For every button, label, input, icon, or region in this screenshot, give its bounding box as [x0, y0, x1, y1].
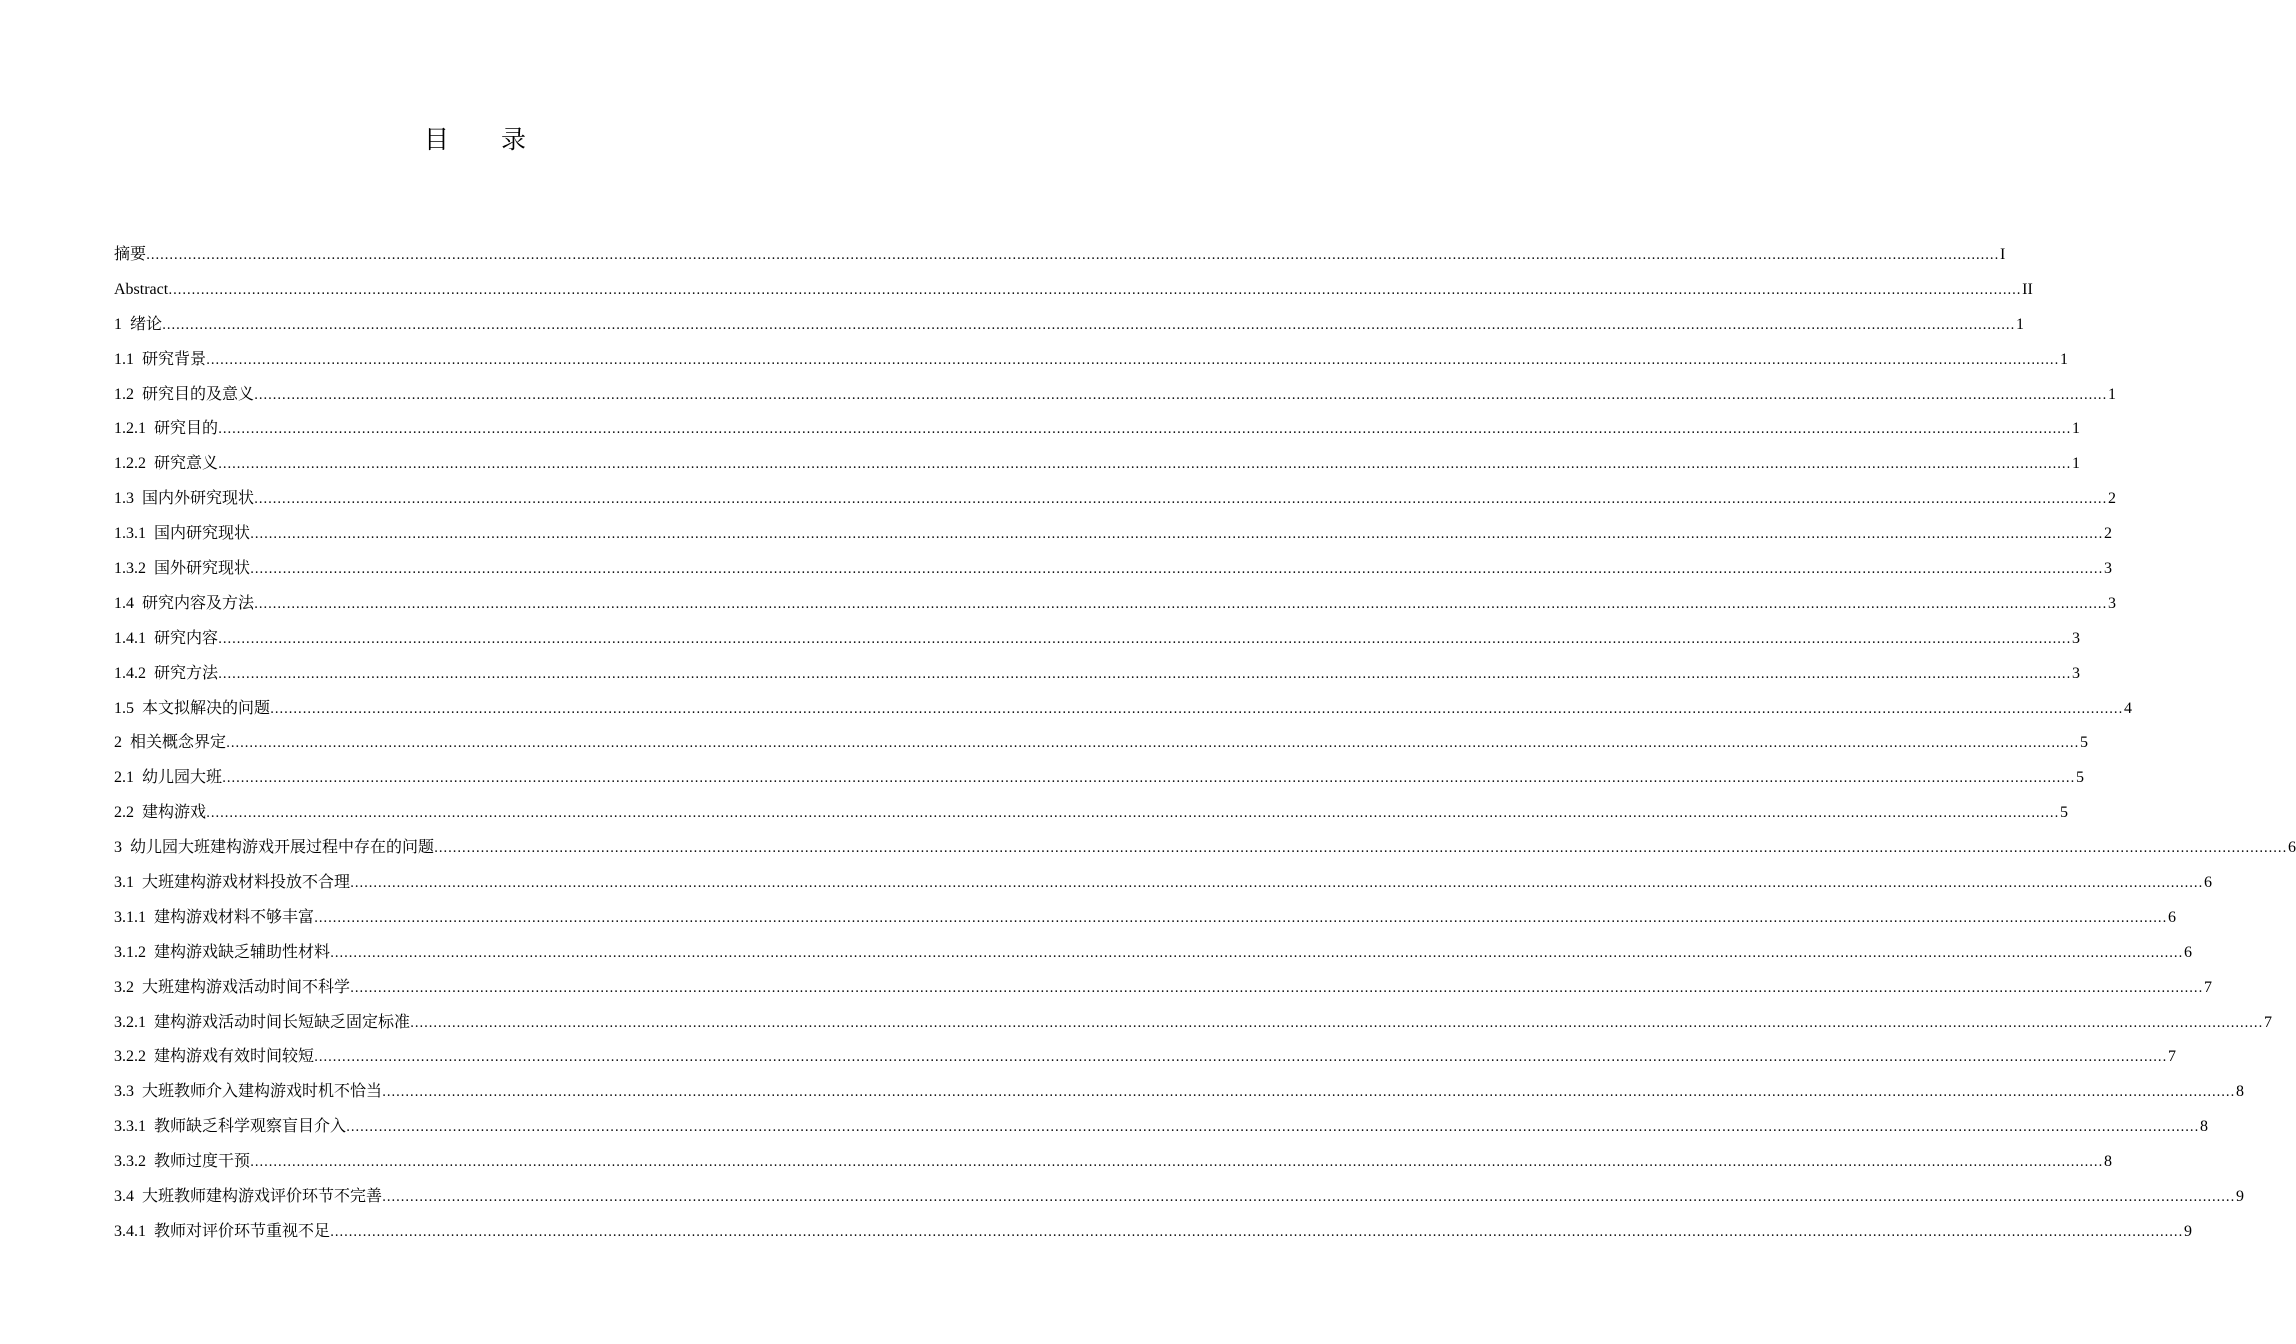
toc-dot-leader: ................................................................................................................................................................................................................................................................................................................................................................................................................ — [146, 248, 1999, 263]
toc-page-number: 7 — [2203, 978, 2212, 996]
toc-dot-leader: ................................................................................................................................................................................................................................................................................................................................................................................................................ — [270, 701, 2123, 717]
toc-entry-number: 2.2 — [114, 804, 134, 822]
toc-entry-number: 3.2.2 — [114, 1048, 146, 1066]
toc-entry-title: 建构游戏有效时间较短 — [154, 1046, 315, 1066]
toc-entry-label — [114, 481, 254, 517]
toc-entry-title: 国内外研究现状 — [142, 488, 255, 508]
toc-entry-label — [114, 691, 270, 727]
toc-entry-label — [114, 935, 330, 971]
toc-entry-number: 2.1 — [114, 769, 134, 787]
toc-page-number: 4 — [2123, 699, 2132, 717]
toc-entry-number: 3.4 — [114, 1188, 134, 1206]
toc-dot-leader: ................................................................................................................................................................................................................................................................................................................................................................................................................ — [254, 492, 2107, 508]
toc-entry-label — [114, 1214, 330, 1250]
toc-dot-leader: ................................................................................................................................................................................................................................................................................................................................................................................................................ — [218, 631, 2071, 647]
toc-entry-title: 建构游戏缺乏辅助性材料 — [154, 941, 331, 961]
toc-page-number: 8 — [2103, 1153, 2112, 1171]
toc-dot-leader: ................................................................................................................................................................................................................................................................................................................................................................................................................ — [330, 1224, 2183, 1240]
toc-page-number: 8 — [2235, 1083, 2244, 1101]
toc-entry[interactable] — [114, 1179, 2244, 1214]
toc-page-number: 1 — [2059, 350, 2068, 368]
toc-page-number: 3 — [2071, 664, 2080, 682]
toc-dot-leader: ................................................................................................................................................................................................................................................................................................................................................................................................................ — [410, 1015, 2263, 1031]
toc-dot-leader: ................................................................................................................................................................................................................................................................................................................................................................................................................ — [382, 1190, 2235, 1206]
toc-entry-title: 国内研究现状 — [154, 523, 251, 543]
toc-entry-number: 1.4.2 — [114, 664, 146, 682]
toc-entry-label — [114, 272, 168, 308]
toc-entry-label — [114, 1109, 346, 1145]
toc-page-number: 6 — [2183, 943, 2192, 961]
toc-entry-title: 研究内容及方法 — [142, 592, 255, 612]
toc-dot-leader: ................................................................................................................................................................................................................................................................................................................................................................................................................ — [226, 736, 2079, 752]
toc-dot-leader: ................................................................................................................................................................................................................................................................................................................................................................................................................ — [218, 457, 2071, 473]
toc-entry-number: 3.2 — [114, 978, 134, 996]
toc-entry-title: 幼儿园大班建构游戏开展过程中存在的问题 — [130, 837, 435, 857]
toc-entry[interactable] — [114, 691, 2132, 726]
toc-page-number: 7 — [2263, 1013, 2272, 1031]
toc-dot-leader: ................................................................................................................................................................................................................................................................................................................................................................................................................ — [350, 876, 2203, 892]
toc-entry-title: 建构游戏活动时间长短缺乏固定标准 — [154, 1011, 411, 1031]
toc-entry-label — [114, 865, 350, 901]
toc-dot-leader: ................................................................................................................................................................................................................................................................................................................................................................................................................ — [162, 317, 2015, 333]
toc-entry[interactable] — [114, 586, 2116, 621]
toc-entry-number: 3.3.2 — [114, 1153, 146, 1171]
toc-dot-leader: ................................................................................................................................................................................................................................................................................................................................................................................................................ — [218, 666, 2071, 682]
toc-entry[interactable] — [114, 237, 2006, 272]
toc-entry-title: 教师对评价环节重视不足 — [154, 1220, 331, 1240]
toc-entry[interactable] — [114, 342, 2068, 377]
toc-entry[interactable] — [114, 1109, 2208, 1144]
toc-entry-number: 1.2 — [114, 385, 134, 403]
toc-entry[interactable] — [114, 656, 2080, 691]
toc-entry[interactable] — [114, 830, 2296, 865]
toc-entry-number: 1.1 — [114, 350, 134, 368]
toc-entry[interactable] — [114, 516, 2112, 551]
toc-page-number: 3 — [2103, 560, 2112, 578]
toc-entry[interactable] — [114, 795, 2068, 830]
toc-entry-label — [114, 307, 162, 343]
toc-entry-label — [114, 237, 146, 272]
toc-entry-number: 1.3 — [114, 490, 134, 508]
toc-dot-leader: ................................................................................................................................................................................................................................................................................................................................................................................................................ — [168, 282, 2022, 298]
toc-entry-label — [114, 1144, 250, 1180]
toc-entry[interactable] — [114, 1005, 2272, 1040]
toc-entry-title: 国外研究现状 — [154, 558, 251, 578]
toc-page-number: 5 — [2059, 804, 2068, 822]
toc-entry-title: 建构游戏 — [142, 802, 207, 822]
toc-entry-label — [114, 1074, 382, 1110]
toc-entry[interactable] — [114, 760, 2084, 795]
toc-entry[interactable] — [114, 307, 2024, 342]
toc-entry-number: 3.3 — [114, 1083, 134, 1101]
toc-entry-title: 教师过度干预 — [154, 1151, 251, 1171]
toc-entry-number: 3.1 — [114, 874, 134, 892]
toc-page-number: 1 — [2071, 420, 2080, 438]
toc-entry[interactable] — [114, 1214, 2192, 1249]
toc-entry-number: 1.3.2 — [114, 560, 146, 578]
toc-entry[interactable] — [114, 377, 2116, 412]
toc-entry-title: 大班教师建构游戏评价环节不完善 — [142, 1186, 383, 1206]
toc-entry-label — [114, 725, 226, 761]
toc-entry-title: 建构游戏材料不够丰富 — [154, 906, 315, 926]
toc-page-number: 5 — [2075, 769, 2084, 787]
toc-entry[interactable] — [114, 621, 2080, 656]
toc-dot-leader: ................................................................................................................................................................................................................................................................................................................................................................................................................ — [206, 806, 2059, 822]
toc-entry-label — [114, 621, 218, 657]
toc-entry-label — [114, 830, 434, 866]
table-of-contents — [114, 237, 2296, 1249]
toc-entry-title: 大班建构游戏活动时间不科学 — [142, 976, 351, 996]
toc-entry-number: 1.2.1 — [114, 420, 146, 438]
toc-page-number: 1 — [2107, 385, 2116, 403]
toc-dot-leader: ................................................................................................................................................................................................................................................................................................................................................................................................................ — [346, 1120, 2199, 1136]
page-title: 目 录 — [424, 125, 548, 154]
toc-dot-leader: ................................................................................................................................................................................................................................................................................................................................................................................................................ — [382, 1085, 2235, 1101]
toc-entry-number: 3.1.1 — [114, 908, 146, 926]
toc-entry-number: 1.4.1 — [114, 629, 146, 647]
toc-entry-title: 研究意义 — [154, 453, 219, 473]
toc-entry-title: 研究内容 — [154, 627, 219, 647]
toc-entry[interactable] — [114, 446, 2080, 481]
toc-entry-number: 1.3.1 — [114, 525, 146, 543]
toc-page-number: 9 — [2183, 1222, 2192, 1240]
toc-dot-leader: ................................................................................................................................................................................................................................................................................................................................................................................................................ — [434, 841, 2287, 857]
toc-entry[interactable] — [114, 1074, 2244, 1109]
toc-entry[interactable] — [114, 970, 2212, 1005]
toc-entry-label — [114, 1005, 410, 1041]
toc-entry-label — [114, 411, 218, 447]
toc-entry-title: 教师缺乏科学观察盲目介入 — [154, 1116, 347, 1136]
toc-entry-title: 相关概念界定 — [130, 732, 227, 752]
toc-entry-title: 大班建构游戏材料投放不合理 — [142, 872, 351, 892]
toc-entry-title: 绪论 — [130, 313, 163, 333]
toc-entry[interactable] — [114, 411, 2080, 446]
toc-entry-label — [114, 342, 206, 378]
toc-page-number: 1 — [2015, 315, 2024, 333]
toc-entry[interactable] — [114, 725, 2088, 760]
toc-entry-label — [114, 760, 222, 796]
toc-page-number: 6 — [2287, 839, 2296, 857]
toc-entry-title: 研究目的 — [154, 418, 219, 438]
toc-dot-leader: ................................................................................................................................................................................................................................................................................................................................................................................................................ — [250, 562, 2103, 578]
toc-entry[interactable] — [114, 1039, 2176, 1074]
toc-entry[interactable] — [114, 551, 2112, 586]
toc-entry-label — [114, 377, 254, 413]
toc-entry[interactable] — [114, 900, 2176, 935]
toc-entry-title: 幼儿园大班 — [142, 767, 223, 787]
toc-dot-leader: ................................................................................................................................................................................................................................................................................................................................................................................................................ — [254, 596, 2107, 612]
toc-entry[interactable] — [114, 1144, 2112, 1179]
toc-page-number: 6 — [2203, 874, 2212, 892]
toc-entry-number: 3 — [114, 839, 122, 857]
toc-page-number: 3 — [2071, 629, 2080, 647]
toc-page-number: 5 — [2079, 734, 2088, 752]
toc-dot-leader: ................................................................................................................................................................................................................................................................................................................................................................................................................ — [330, 945, 2183, 961]
toc-entry-label — [114, 900, 314, 936]
toc-entry-number: 2 — [114, 734, 122, 752]
toc-page-number: I — [1999, 246, 2006, 263]
toc-dot-leader: ................................................................................................................................................................................................................................................................................................................................................................................................................ — [222, 771, 2075, 787]
toc-dot-leader: ................................................................................................................................................................................................................................................................................................................................................................................................................ — [250, 527, 2103, 543]
toc-entry-number: 1.4 — [114, 594, 134, 612]
toc-entry-label — [114, 446, 218, 482]
toc-entry[interactable] — [114, 272, 2033, 307]
toc-entry-number: 1.2.2 — [114, 455, 146, 473]
toc-page-number: 7 — [2167, 1048, 2176, 1066]
toc-entry-label — [114, 795, 206, 831]
toc-entry-label — [114, 551, 250, 587]
toc-entry-label — [114, 586, 254, 622]
toc-entry[interactable] — [114, 481, 2116, 516]
toc-entry-title: 大班教师介入建构游戏时机不恰当 — [142, 1081, 383, 1101]
toc-entry-label — [114, 1179, 382, 1215]
toc-dot-leader: ................................................................................................................................................................................................................................................................................................................................................................................................................ — [254, 387, 2107, 403]
toc-page-number: II — [2022, 280, 2033, 298]
toc-page-number: 8 — [2199, 1118, 2208, 1136]
toc-dot-leader: ................................................................................................................................................................................................................................................................................................................................................................................................................ — [314, 1050, 2167, 1066]
toc-entry-number: 3.2.1 — [114, 1013, 146, 1031]
toc-entry-number: 3.3.1 — [114, 1118, 146, 1136]
toc-entry-title: Abstract — [114, 280, 169, 298]
toc-entry-title: 研究目的及意义 — [142, 383, 255, 403]
toc-dot-leader: ................................................................................................................................................................................................................................................................................................................................................................................................................ — [206, 352, 2059, 368]
toc-entry-title: 摘要 — [114, 244, 147, 263]
toc-entry-number: 3.1.2 — [114, 943, 146, 961]
toc-entry-number: 3.4.1 — [114, 1222, 146, 1240]
toc-entry-label — [114, 516, 250, 552]
toc-dot-leader: ................................................................................................................................................................................................................................................................................................................................................................................................................ — [314, 910, 2167, 926]
toc-entry-label — [114, 1039, 314, 1075]
toc-entry[interactable] — [114, 935, 2192, 970]
toc-entry-label — [114, 656, 218, 692]
toc-page-number: 6 — [2167, 908, 2176, 926]
toc-dot-leader: ................................................................................................................................................................................................................................................................................................................................................................................................................ — [218, 422, 2071, 438]
toc-page-number: 3 — [2107, 594, 2116, 612]
toc-entry-label — [114, 970, 350, 1006]
toc-entry-title: 研究背景 — [142, 348, 207, 368]
toc-entry-title: 研究方法 — [154, 662, 219, 682]
toc-page-number: 9 — [2235, 1188, 2244, 1206]
toc-page-number: 1 — [2071, 455, 2080, 473]
toc-entry-number: 1 — [114, 315, 122, 333]
toc-dot-leader: ................................................................................................................................................................................................................................................................................................................................................................................................................ — [350, 980, 2203, 996]
toc-page-number: 2 — [2107, 490, 2116, 508]
toc-entry-title: 本文拟解决的问题 — [142, 697, 271, 717]
toc-entry[interactable] — [114, 865, 2212, 900]
toc-page-number: 2 — [2103, 525, 2112, 543]
toc-entry-number: 1.5 — [114, 699, 134, 717]
toc-dot-leader: ................................................................................................................................................................................................................................................................................................................................................................................................................ — [250, 1155, 2103, 1171]
